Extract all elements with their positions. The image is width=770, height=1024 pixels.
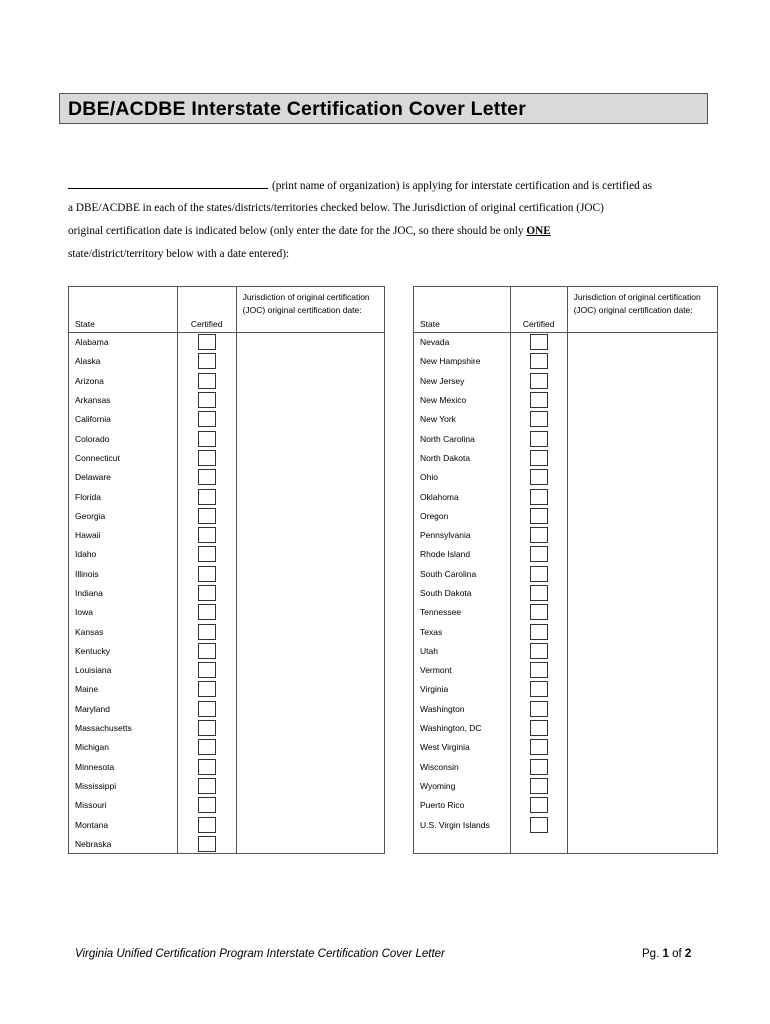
joc-date-field[interactable] <box>236 603 384 622</box>
state-name: Florida <box>69 487 178 506</box>
certified-cell <box>177 680 236 699</box>
table-row <box>69 333 385 352</box>
joc-date-field[interactable] <box>236 371 384 390</box>
table-row <box>414 545 718 564</box>
joc-date-field[interactable] <box>236 622 384 641</box>
state-name: Washington, DC <box>414 718 511 737</box>
certified-checkbox[interactable] <box>198 681 216 697</box>
table-row <box>69 622 385 641</box>
certified-cell <box>510 776 567 795</box>
state-header: State <box>414 287 511 333</box>
joc-date-field[interactable] <box>567 796 717 815</box>
table-row <box>69 661 385 680</box>
certified-checkbox[interactable] <box>530 469 548 485</box>
certified-cell <box>177 525 236 544</box>
certified-cell <box>510 757 567 776</box>
joc-date-field[interactable] <box>236 468 384 487</box>
table-row <box>414 333 718 352</box>
certified-header: Certified <box>510 287 567 333</box>
state-name: Missouri <box>69 796 178 815</box>
certified-header: Certified <box>177 287 236 333</box>
state-name: Pennsylvania <box>414 525 511 544</box>
table-row <box>69 757 385 776</box>
state-name: New York <box>414 410 511 429</box>
certified-checkbox[interactable] <box>530 720 548 736</box>
table-row <box>414 796 718 815</box>
state-name: South Carolina <box>414 564 511 583</box>
page-prefix: Pg. <box>642 948 660 960</box>
certified-checkbox[interactable] <box>530 604 548 620</box>
joc-date-field[interactable] <box>567 390 717 409</box>
state-name: Indiana <box>69 583 178 602</box>
certified-cell <box>510 410 567 429</box>
certified-cell <box>177 410 236 429</box>
certified-checkbox[interactable] <box>530 681 548 697</box>
certified-checkbox[interactable] <box>198 797 216 813</box>
certified-cell <box>177 583 236 602</box>
state-name: Utah <box>414 641 511 660</box>
state-name: Vermont <box>414 661 511 680</box>
certified-checkbox[interactable] <box>530 489 548 505</box>
joc-date-field[interactable] <box>567 603 717 622</box>
joc-date-field[interactable] <box>236 564 384 583</box>
state-name: Ohio <box>414 468 511 487</box>
state-name: Connecticut <box>69 448 178 467</box>
table-row <box>69 352 385 371</box>
certified-cell <box>177 815 236 834</box>
joc-date-field[interactable] <box>236 506 384 525</box>
table-row <box>414 603 718 622</box>
certified-checkbox[interactable] <box>198 836 216 852</box>
joc-date-field[interactable] <box>236 448 384 467</box>
table-row <box>414 641 718 660</box>
certified-cell <box>510 545 567 564</box>
certified-checkbox[interactable] <box>530 450 548 466</box>
table-row <box>69 796 385 815</box>
certified-cell <box>510 738 567 757</box>
certified-cell <box>177 718 236 737</box>
state-name: New Mexico <box>414 390 511 409</box>
table-row <box>414 661 718 680</box>
certified-checkbox[interactable] <box>198 720 216 736</box>
paragraph-line-4: state/district/territory below with a date entered): <box>68 248 290 260</box>
certified-cell <box>510 525 567 544</box>
certified-cell <box>510 564 567 583</box>
certified-checkbox[interactable] <box>198 546 216 562</box>
joc-date-field[interactable] <box>567 352 717 371</box>
certified-checkbox[interactable] <box>198 508 216 524</box>
state-name: Maine <box>69 680 178 699</box>
table-row <box>414 718 718 737</box>
certified-checkbox[interactable] <box>198 643 216 659</box>
table-row <box>414 680 718 699</box>
state-name: Wyoming <box>414 776 511 795</box>
state-name: Arkansas <box>69 390 178 409</box>
paragraph-line-3-text: original certification date is indicated below (only enter the date for the JOC, so there should be only <box>68 225 524 237</box>
joc-date-field[interactable] <box>236 545 384 564</box>
table-row <box>414 487 718 506</box>
table-row <box>69 390 385 409</box>
certified-cell <box>510 371 567 390</box>
state-name: North Carolina <box>414 429 511 448</box>
certified-cell <box>177 429 236 448</box>
joc-date-field[interactable] <box>236 757 384 776</box>
joc-date-field[interactable] <box>567 834 717 853</box>
state-name: Montana <box>69 815 178 834</box>
state-name: Georgia <box>69 506 178 525</box>
state-name: Louisiana <box>69 661 178 680</box>
certified-checkbox[interactable] <box>530 759 548 775</box>
joc-date-field[interactable] <box>236 661 384 680</box>
joc-date-field[interactable] <box>236 815 384 834</box>
state-name: Nevada <box>414 333 511 352</box>
certified-checkbox[interactable] <box>530 353 548 369</box>
table-row <box>69 815 385 834</box>
table-row <box>69 410 385 429</box>
joc-date-field[interactable] <box>236 352 384 371</box>
state-header: State <box>69 287 178 333</box>
certified-cell <box>510 429 567 448</box>
page-current: 1 <box>662 948 669 960</box>
certified-cell <box>177 738 236 757</box>
footer-title: Virginia Unified Certification Program Interstate Certification Cover Letter <box>75 948 445 960</box>
joc-date-field[interactable] <box>567 429 717 448</box>
joc-date-field[interactable] <box>567 738 717 757</box>
certified-cell <box>510 834 567 853</box>
state-name: Nebraska <box>69 834 178 853</box>
certified-cell <box>177 622 236 641</box>
joc-date-field[interactable] <box>236 738 384 757</box>
certified-cell <box>177 603 236 622</box>
title-box <box>59 93 708 124</box>
table-row <box>69 699 385 718</box>
certified-checkbox[interactable] <box>530 739 548 755</box>
joc-date-field[interactable] <box>236 583 384 602</box>
state-name: Massachusetts <box>69 718 178 737</box>
state-name: California <box>69 410 178 429</box>
certified-checkbox[interactable] <box>530 643 548 659</box>
table-row <box>414 564 718 583</box>
certified-cell <box>510 390 567 409</box>
table-row <box>69 506 385 525</box>
joc-date-field[interactable] <box>236 487 384 506</box>
table-row <box>414 429 718 448</box>
certified-checkbox[interactable] <box>198 739 216 755</box>
table-row <box>414 834 718 853</box>
table-row <box>414 622 718 641</box>
joc-date-field[interactable] <box>567 545 717 564</box>
state-name: Tennessee <box>414 603 511 622</box>
paragraph-line-1 <box>68 179 652 192</box>
paragraph-line-1-text: (print name of organization) is applying for interstate certification and is certified as <box>272 180 652 192</box>
joc-date-field[interactable] <box>567 506 717 525</box>
state-name <box>414 834 511 853</box>
certified-cell <box>177 641 236 660</box>
table-row <box>414 815 718 834</box>
certified-checkbox[interactable] <box>530 411 548 427</box>
state-name: U.S. Virgin Islands <box>414 815 511 834</box>
certified-checkbox[interactable] <box>530 778 548 794</box>
table-row <box>69 680 385 699</box>
certified-checkbox[interactable] <box>530 508 548 524</box>
certified-cell <box>510 641 567 660</box>
state-name: Iowa <box>69 603 178 622</box>
certified-checkbox[interactable] <box>198 624 216 640</box>
table-row <box>69 525 385 544</box>
joc-date-field[interactable] <box>567 641 717 660</box>
joc-date-field[interactable] <box>567 448 717 467</box>
emphasis-one: ONE <box>526 225 551 237</box>
joc-date-field[interactable] <box>567 333 717 352</box>
joc-date-field[interactable] <box>567 564 717 583</box>
certified-checkbox[interactable] <box>198 604 216 620</box>
table-row <box>69 468 385 487</box>
joc-date-field[interactable] <box>567 699 717 718</box>
certified-cell <box>510 796 567 815</box>
table-row <box>69 429 385 448</box>
certified-checkbox[interactable] <box>530 431 548 447</box>
certified-checkbox[interactable] <box>198 489 216 505</box>
state-name: Oklahoma <box>414 487 511 506</box>
state-name: Rhode Island <box>414 545 511 564</box>
certified-cell <box>177 333 236 352</box>
table-row <box>414 506 718 525</box>
joc-date-field[interactable] <box>567 468 717 487</box>
certified-checkbox[interactable] <box>530 566 548 582</box>
joc-date-field[interactable] <box>567 583 717 602</box>
state-name: Puerto Rico <box>414 796 511 815</box>
certified-cell <box>177 834 236 853</box>
certified-checkbox[interactable] <box>530 527 548 543</box>
table-row <box>414 757 718 776</box>
certified-cell <box>177 545 236 564</box>
certified-cell <box>177 757 236 776</box>
certified-cell <box>177 699 236 718</box>
states-table-left <box>68 286 385 854</box>
state-name: Arizona <box>69 371 178 390</box>
certified-checkbox[interactable] <box>198 411 216 427</box>
certified-cell <box>177 371 236 390</box>
certified-cell <box>510 333 567 352</box>
table-row <box>69 487 385 506</box>
certified-checkbox[interactable] <box>530 392 548 408</box>
certified-cell <box>510 661 567 680</box>
state-name: Idaho <box>69 545 178 564</box>
certified-checkbox[interactable] <box>530 624 548 640</box>
certified-cell <box>177 776 236 795</box>
joc-header: Jurisdiction of original certification (JOC) original certification date: <box>236 287 384 333</box>
certified-cell <box>510 815 567 834</box>
table-row <box>414 468 718 487</box>
certified-checkbox[interactable] <box>530 585 548 601</box>
state-name: Colorado <box>69 429 178 448</box>
state-name: Illinois <box>69 564 178 583</box>
page-of: of <box>672 948 682 960</box>
joc-date-field[interactable] <box>236 680 384 699</box>
certified-cell <box>510 487 567 506</box>
certified-cell <box>510 680 567 699</box>
certified-checkbox[interactable] <box>198 585 216 601</box>
table-row <box>69 583 385 602</box>
state-name: South Dakota <box>414 583 511 602</box>
certified-cell <box>510 583 567 602</box>
table-row <box>414 448 718 467</box>
certified-checkbox[interactable] <box>198 527 216 543</box>
table-row <box>414 776 718 795</box>
state-name: Hawaii <box>69 525 178 544</box>
state-name: New Jersey <box>414 371 511 390</box>
state-name: Michigan <box>69 738 178 757</box>
certified-cell <box>510 506 567 525</box>
certified-checkbox[interactable] <box>530 701 548 717</box>
certified-cell <box>510 699 567 718</box>
table-row <box>69 564 385 583</box>
state-name: Kansas <box>69 622 178 641</box>
certified-cell <box>177 487 236 506</box>
table-row <box>414 352 718 371</box>
certified-cell <box>177 506 236 525</box>
joc-date-field[interactable] <box>567 622 717 641</box>
joc-date-field[interactable] <box>236 834 384 853</box>
joc-date-field[interactable] <box>236 525 384 544</box>
certified-checkbox[interactable] <box>198 759 216 775</box>
certified-checkbox[interactable] <box>530 334 548 350</box>
certified-cell <box>177 390 236 409</box>
joc-date-field[interactable] <box>567 410 717 429</box>
certified-cell <box>177 564 236 583</box>
state-name: Alaska <box>69 352 178 371</box>
certified-checkbox[interactable] <box>530 373 548 389</box>
joc-date-field[interactable] <box>236 429 384 448</box>
certified-cell <box>510 603 567 622</box>
table-row <box>414 371 718 390</box>
joc-date-field[interactable] <box>236 718 384 737</box>
state-name: Maryland <box>69 699 178 718</box>
certified-checkbox[interactable] <box>198 373 216 389</box>
certified-cell <box>510 448 567 467</box>
certified-cell <box>510 622 567 641</box>
organization-name-blank[interactable] <box>68 179 268 189</box>
state-name: North Dakota <box>414 448 511 467</box>
table-row <box>69 448 385 467</box>
table-row <box>414 410 718 429</box>
certified-checkbox[interactable] <box>198 778 216 794</box>
table-row <box>69 776 385 795</box>
joc-date-field[interactable] <box>567 661 717 680</box>
table-row <box>69 834 385 853</box>
certified-cell <box>177 352 236 371</box>
state-name: New Hampshire <box>414 352 511 371</box>
certified-checkbox[interactable] <box>198 566 216 582</box>
table-row <box>69 738 385 757</box>
certified-checkbox[interactable] <box>530 662 548 678</box>
joc-date-field[interactable] <box>567 525 717 544</box>
table-row <box>414 699 718 718</box>
joc-date-field[interactable] <box>236 796 384 815</box>
table-row <box>414 583 718 602</box>
state-name: West Virginia <box>414 738 511 757</box>
table-row <box>414 738 718 757</box>
paragraph-line-2: a DBE/ACDBE in each of the states/districts/territories checked below. The Jurisdiction of original certification (JOC) <box>68 202 604 214</box>
certified-cell <box>510 468 567 487</box>
certified-checkbox[interactable] <box>198 701 216 717</box>
state-name: Minnesota <box>69 757 178 776</box>
joc-date-field[interactable] <box>236 390 384 409</box>
state-name: Kentucky <box>69 641 178 660</box>
certified-cell <box>177 796 236 815</box>
joc-date-field[interactable] <box>567 776 717 795</box>
joc-header: Jurisdiction of original certification (JOC) original certification date: <box>567 287 717 333</box>
certified-checkbox[interactable] <box>530 797 548 813</box>
joc-date-field[interactable] <box>236 333 384 352</box>
state-name: Wisconsin <box>414 757 511 776</box>
state-name: Texas <box>414 622 511 641</box>
certified-cell <box>510 718 567 737</box>
certified-cell <box>177 661 236 680</box>
table-row <box>414 525 718 544</box>
certified-checkbox[interactable] <box>198 469 216 485</box>
table-row <box>69 371 385 390</box>
certified-checkbox[interactable] <box>198 450 216 466</box>
certified-cell <box>510 352 567 371</box>
page-number <box>642 948 691 960</box>
joc-date-field[interactable] <box>236 641 384 660</box>
joc-date-field[interactable] <box>236 410 384 429</box>
table-row <box>414 390 718 409</box>
certified-checkbox[interactable] <box>530 817 548 833</box>
certified-checkbox[interactable] <box>198 817 216 833</box>
state-name: Washington <box>414 699 511 718</box>
certified-cell <box>177 468 236 487</box>
page-title: DBE/ACDBE Interstate Certification Cover Letter <box>68 98 526 120</box>
page-total: 2 <box>684 948 692 960</box>
certified-checkbox[interactable] <box>198 431 216 447</box>
certified-cell <box>177 448 236 467</box>
joc-date-field[interactable] <box>567 757 717 776</box>
certified-checkbox[interactable] <box>530 546 548 562</box>
joc-date-field[interactable] <box>567 718 717 737</box>
joc-date-field[interactable] <box>236 776 384 795</box>
state-name: Virginia <box>414 680 511 699</box>
joc-date-field[interactable] <box>567 680 717 699</box>
paragraph-line-3 <box>68 225 551 237</box>
certified-checkbox[interactable] <box>198 662 216 678</box>
table-row <box>69 545 385 564</box>
states-table-right <box>413 286 718 854</box>
certified-checkbox[interactable] <box>198 353 216 369</box>
state-name: Delaware <box>69 468 178 487</box>
joc-date-field[interactable] <box>567 371 717 390</box>
joc-date-field[interactable] <box>567 487 717 506</box>
table-row <box>69 718 385 737</box>
state-name: Oregon <box>414 506 511 525</box>
state-name: Mississippi <box>69 776 178 795</box>
certified-checkbox[interactable] <box>198 392 216 408</box>
table-row <box>69 603 385 622</box>
joc-date-field[interactable] <box>567 815 717 834</box>
table-row <box>69 641 385 660</box>
certified-checkbox[interactable] <box>198 334 216 350</box>
joc-date-field[interactable] <box>236 699 384 718</box>
state-name: Alabama <box>69 333 178 352</box>
